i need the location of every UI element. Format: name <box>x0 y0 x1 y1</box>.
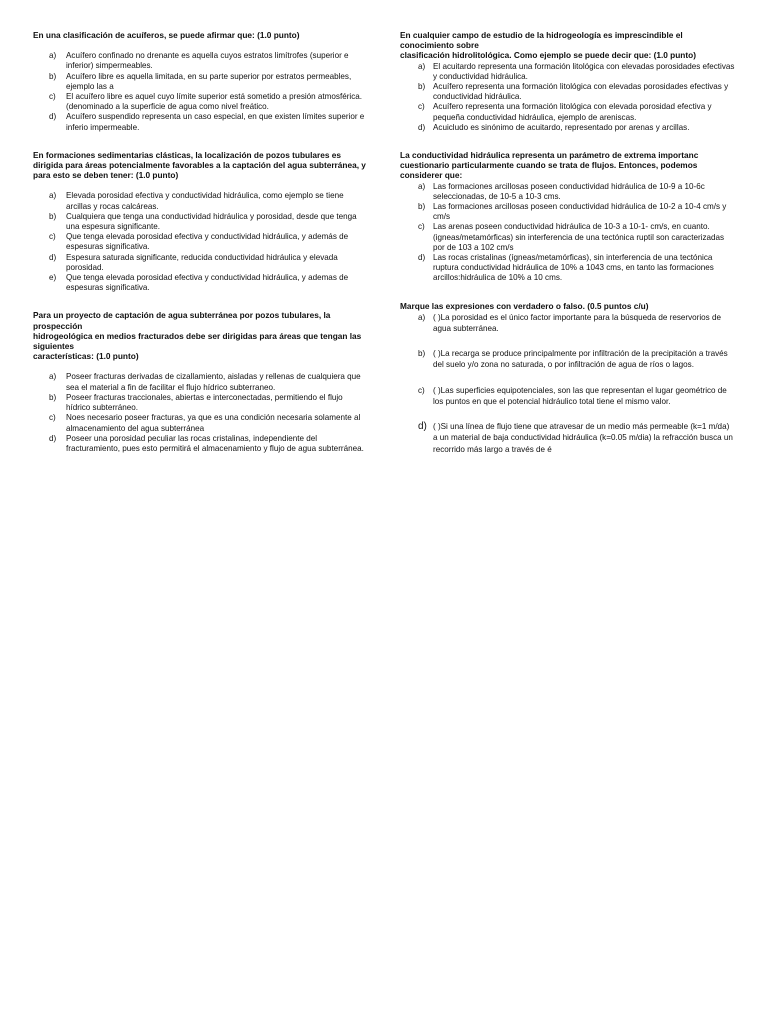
options-list <box>400 62 735 133</box>
option-item <box>400 182 735 202</box>
options-list <box>33 51 368 133</box>
question-text: Marque las expresiones con verdadero o falso. (0.5 puntos c/u) <box>400 300 649 311</box>
options-list <box>33 191 368 293</box>
option-item <box>400 312 735 334</box>
option-letter: c) <box>418 222 425 232</box>
option-text: Acuífero representa una formación litológica con elevada porosidad efectiva y pequeña conductividad hidráulica, ejemplo de areniscas. <box>433 102 712 122</box>
option-text: Elevada porosidad efectiva y conductividad hidráulica, como ejemplo se tiene arcillas y rocas calcáreas. <box>66 191 344 211</box>
option-item <box>33 191 368 211</box>
left-column <box>33 30 368 467</box>
option-item <box>400 62 735 82</box>
question-block <box>400 30 735 133</box>
option-letter: c) <box>418 385 425 395</box>
option-item <box>33 434 368 454</box>
option-letter: a) <box>49 372 57 382</box>
option-text: Poseer una porosidad peculiar las rocas cristalinas, independiente del fracturamiento, pues esto permitirá el almacenamiento y flujo de agua subterránea. <box>66 433 364 453</box>
option-text: ( )Las superficies equipotenciales, son las que representan el lugar geométrico de los puntos en que el potencial hidráulico total tiene el mismo valor. <box>433 385 727 406</box>
option-item <box>33 72 368 92</box>
option-text: Noes necesario poseer fracturas, ya que es una condición necesaria solamente al almacenamiento del agua subterránea <box>66 413 361 433</box>
option-text: Poseer fracturas derivadas de cizallamiento, aisladas y rellenas de cualquiera que sea el material a fin de facilitar el flujo hídrico subterraneo. <box>66 372 361 392</box>
option-letter: c) <box>49 232 56 242</box>
question-text: Para un proyecto de captación de agua subterránea por pozos tubulares, la prospección hidrogeológica en medios fracturados debe ser dirigidas para áreas que tengan las siguientes características: (1.0 punto) <box>33 310 362 362</box>
option-letter: d) <box>418 421 427 433</box>
question-text: En cualquier campo de estudio de la hidrogeología es imprescindible el conocimiento sobre clasificación hidrolitológica. Como ejemplo se puede decir que: (1.0 punto) <box>400 30 696 61</box>
option-item <box>33 273 368 293</box>
option-letter: d) <box>49 433 57 443</box>
option-letter: c) <box>49 413 56 423</box>
option-item <box>400 253 735 284</box>
option-item <box>400 385 735 407</box>
option-letter: b) <box>418 349 426 359</box>
option-text: Espesura saturada significante, reducida conductividad hidráulica y elevada porosidad. <box>66 252 338 272</box>
option-text: Acuífero confinado no drenante es aquella cuyos estratos limítrofes (superior e inferior) simpermeables. <box>66 51 349 71</box>
option-text: Que tenga elevada porosidad efectiva y conductividad hidráulica, y ademas de espesuras significativa. <box>66 273 349 293</box>
option-text: Las formaciones arcillosas poseen conductividad hidráulica de 10-9 a 10-6c seleccionadas, de 10-5 a 10-3 cms. <box>433 181 705 201</box>
option-letter: d) <box>49 112 57 122</box>
option-item <box>33 232 368 252</box>
option-letter: d) <box>418 253 426 263</box>
question-text: La conductividad hidráulica representa un parámetro de extrema importanc cuestionario particularmente cuando se trata de flujos. Entonces, podemos considerer que: <box>400 150 699 181</box>
option-item <box>33 253 368 273</box>
option-letter: a) <box>49 191 57 201</box>
option-text: Cualquiera que tenga una conductividad hidráulica y porosidad, desde que tenga una espesura significante. <box>66 211 357 232</box>
option-item <box>33 92 368 112</box>
option-letter: e) <box>49 273 57 283</box>
option-item <box>33 212 368 232</box>
option-text: Acuífero libre es aquella limitada, en su parte superior por estratos permeables, ejemplo las a <box>66 71 352 91</box>
question-text: En una clasificación de acuíferos, se puede afirmar que: (1.0 punto) <box>33 30 300 40</box>
option-text: Las formaciones arcillosas poseen conductividad hidráulica de 10-2 a 10-4 cm/s y cm/s <box>433 202 727 222</box>
option-letter: b) <box>418 82 426 92</box>
option-item <box>400 123 735 133</box>
option-letter: a) <box>418 61 426 71</box>
option-letter: d) <box>418 122 426 132</box>
option-letter: d) <box>49 252 57 262</box>
question-text: En formaciones sedimentarias clásticas, la localización de pozos tubulares es dirigida para áreas potencialmente favorables a la captación del agua subterránea, y para esto se deben tener: (1.0 punto) <box>33 149 366 181</box>
option-text: ( )La porosidad es el único factor importante para la búsqueda de reservorios de agua subterránea. <box>433 312 721 334</box>
option-item <box>400 102 735 122</box>
options-list <box>400 312 735 455</box>
option-item <box>400 202 735 222</box>
option-item <box>33 51 368 71</box>
question-block <box>400 301 735 455</box>
right-column <box>400 30 735 469</box>
option-text: El acuífero libre es aquel cuyo límite superior está sometido a presión atmosférica. (denominado a la superficie de agua como nivel freático. <box>66 92 363 112</box>
option-text: Acuicludo es sinónimo de acuitardo, representado por arenas y arcillas. <box>433 122 690 132</box>
option-text: Acuífero suspendido representa un caso especial, en que existen límites superior e inferio impermeable. <box>66 112 365 132</box>
option-letter: a) <box>418 312 426 322</box>
options-list <box>400 182 735 284</box>
option-letter: b) <box>49 71 57 81</box>
option-letter: b) <box>49 211 57 221</box>
option-item <box>33 393 368 413</box>
option-item <box>400 82 735 102</box>
option-letter: c) <box>49 92 56 102</box>
options-list <box>33 372 368 454</box>
option-text: Que tenga elevada porosidad efectiva y conductividad hidráulica, y además de espesuras significativa. <box>66 232 349 252</box>
option-text: Las arenas poseen conductividad hidráulica de 10-3 a 10-1- cm/s, en cuanto.(igneas/metamórficas) sin interferencia de una tectónica ruptil son caracterizadas por de 103 a 102 cm/s <box>433 222 725 252</box>
option-item <box>33 372 368 392</box>
option-text: ( )Si una línea de flujo tiene que atravesar de un medio más permeable (k=1 m/da) a un material de baja conductividad hidráulica (k=0.05 m/dia) la refracción busca un recorrido más largo a través de é <box>433 422 733 454</box>
option-letter: a) <box>49 51 57 61</box>
question-block <box>33 30 368 133</box>
question-block <box>400 150 735 284</box>
option-text: ( )La recarga se produce principalmente por infiltración de la precipitación a través del suelo y/o zona no saturada, o por infiltración de agua de ríos o lagos. <box>433 349 728 370</box>
option-letter: b) <box>418 202 426 212</box>
option-letter: c) <box>418 102 425 112</box>
option-text: Poseer fracturas traccionales, abiertas e interconectadas, permitiendo el flujo hídrico subterráneo. <box>66 392 343 413</box>
option-item <box>400 421 735 455</box>
option-letter: a) <box>418 181 426 191</box>
question-block <box>33 150 368 294</box>
option-item <box>400 222 735 253</box>
option-item <box>33 112 368 132</box>
option-text: Acuífero representa una formación litológica con elevadas porosidades efectivas y conductividad hidráulica. <box>433 82 729 102</box>
option-item <box>400 348 735 370</box>
question-block <box>33 310 368 454</box>
option-text: Las rocas cristalinas (ígneas/metamórficas), sin interferencia de una tectónica ruptura conductividad hidráulica de 10% a 1043 cms, en tanto las formaciones arcillos:hidráulica de 10% a 10 cms. <box>433 253 714 283</box>
option-letter: b) <box>49 392 57 402</box>
option-text: El acuitardo representa una formación litológica con elevadas porosidades efectivas y conductividad hidráulica. <box>433 61 735 81</box>
option-item <box>33 413 368 433</box>
